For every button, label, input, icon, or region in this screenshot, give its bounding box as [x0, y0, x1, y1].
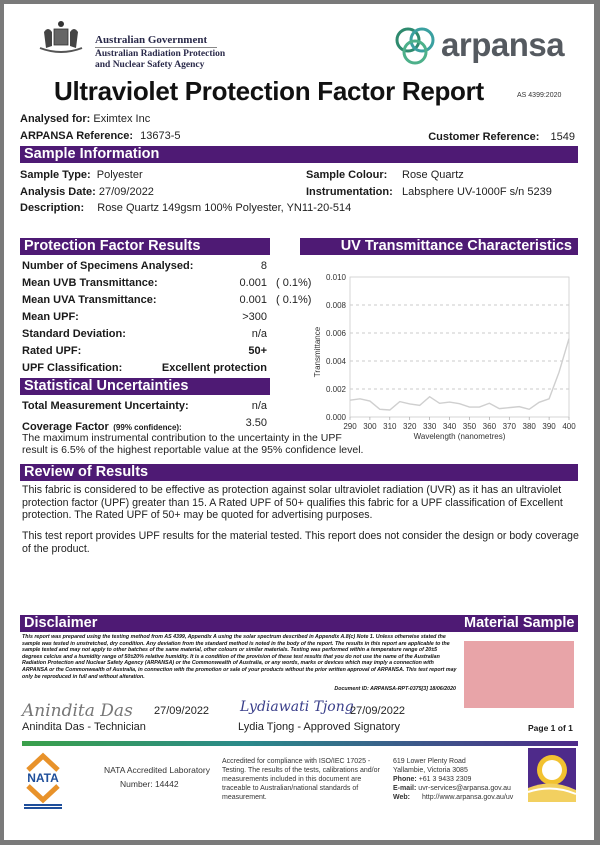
- svg-text:390: 390: [542, 422, 556, 431]
- description-row: [20, 202, 351, 214]
- nata-lab: NATA Accredited Laboratory: [104, 765, 210, 775]
- review-header: Review of Results: [20, 464, 578, 481]
- technician-date: 27/09/2022: [154, 705, 210, 717]
- sample-colour-row: [306, 169, 387, 181]
- instrumentation-value: Labsphere UV-1000F s/n 5239: [402, 186, 552, 198]
- approver-date: 27/09/2022: [350, 705, 406, 717]
- result-value: 8: [260, 260, 267, 272]
- gov-line1: Australian Government: [95, 34, 208, 46]
- approver-name: Lydia Tjong - Approved Signatory: [238, 721, 401, 733]
- svg-text:0.010: 0.010: [325, 273, 346, 282]
- analysis-date-row: [20, 186, 154, 198]
- sample-colour-value: Rose Quartz: [402, 169, 464, 181]
- analysed-for-row: [20, 113, 150, 125]
- arpansa-ref-label: ARPANSA Reference:: [20, 130, 134, 142]
- page-number: Page 1 of 1: [528, 723, 573, 733]
- uncertainty-note-1: The maximum instrumental contribution to the uncertainty in the UPF: [22, 432, 342, 444]
- government-crest-icon: [38, 18, 84, 56]
- material-sample-header: Material Sample: [460, 615, 578, 632]
- protection-results-header: Protection Factor Results: [20, 238, 270, 255]
- svg-text:360: 360: [482, 422, 497, 431]
- result-value: 0.001: [239, 277, 267, 289]
- instrumentation-row: [306, 186, 393, 198]
- result-label: UPF Classification:: [22, 362, 123, 374]
- result-label: Mean UPF:: [22, 311, 79, 323]
- svg-text:380: 380: [522, 422, 536, 431]
- customer-ref-value: 1549: [550, 131, 575, 143]
- email-link[interactable]: uvr-services@arpansa.gov.au: [418, 785, 511, 792]
- contact-block: [393, 757, 513, 802]
- address-line2: Yallambie, Victoria 3085: [393, 767, 468, 774]
- description-label: Description:: [20, 202, 85, 214]
- result-label: Mean UVA Transmittance:: [22, 294, 157, 306]
- uncertainty-note-2: result is 6.5% of the highest reportable value at the 95% confidence level.: [22, 444, 364, 456]
- result-value: Excellent protection: [161, 362, 267, 374]
- result-label: Rated UPF:: [22, 345, 82, 357]
- coverage-label: Coverage Factor: [22, 421, 109, 433]
- result-extra: ( 0.1%): [276, 277, 312, 289]
- gov-line3: and Nuclear Safety Agency: [95, 60, 205, 70]
- customer-ref-label: Customer Reference:: [428, 131, 540, 143]
- page-title: Ultraviolet Protection Factor Report: [54, 76, 484, 106]
- disclaimer-header: Disclaimer: [20, 615, 460, 632]
- svg-text:0.000: 0.000: [325, 413, 346, 422]
- arpansa-logo-icon: [392, 24, 438, 68]
- sample-type-value: Polyester: [96, 169, 143, 181]
- result-extra: ( 0.1%): [276, 294, 312, 306]
- svg-text:290: 290: [343, 422, 357, 431]
- material-swatch: [464, 641, 574, 708]
- phone-label: Phone:: [393, 776, 417, 783]
- result-value: >300: [242, 311, 267, 323]
- svg-text:350: 350: [462, 422, 477, 431]
- web-link[interactable]: http://www.arpansa.gov.au/uv: [421, 794, 514, 801]
- analysis-date-label: Analysis Date:: [20, 186, 96, 198]
- svg-text:340: 340: [442, 422, 457, 431]
- sun-logo-icon: [528, 748, 576, 802]
- svg-text:0.004: 0.004: [325, 357, 346, 366]
- result-label: Standard Deviation:: [22, 328, 126, 340]
- nata-logo-icon: [20, 752, 66, 810]
- svg-text:300: 300: [363, 422, 377, 431]
- report-page: [4, 4, 594, 840]
- result-value: 50+: [248, 345, 267, 357]
- result-value: n/a: [251, 328, 267, 340]
- coverage-value: 3.50: [245, 417, 267, 429]
- analysed-for-value: Eximtex Inc: [93, 113, 151, 125]
- address-line1: 619 Lower Plenty Road: [393, 758, 466, 765]
- coverage-note: (99% confidence):: [113, 423, 182, 432]
- svg-text:330: 330: [422, 422, 437, 431]
- result-label: Number of Specimens Analysed:: [22, 260, 194, 272]
- total-uncertainty-label: Total Measurement Uncertainty:: [22, 400, 189, 412]
- web-label: Web:: [393, 794, 410, 801]
- svg-text:0.006: 0.006: [325, 329, 346, 338]
- arpansa-brand: arpansa: [441, 26, 565, 63]
- svg-text:0.008: 0.008: [325, 301, 346, 310]
- arpansa-ref-row: [20, 130, 181, 142]
- review-paragraph-1: This fabric is considered to be effective as protection against solar ultraviolet radiation (UVR) as it has an ultraviolet protection factor (UPF) greater than 15. A Rated UPF of 50+ qualifies this fabric for a UPF classification of Excellent protection. The Rated UPF of 50+ may be quoted for advertising purposes.: [22, 484, 563, 521]
- uv-chart-header: UV Transmittance Characteristics: [300, 238, 578, 255]
- svg-text:NATA: NATA: [27, 771, 59, 785]
- analysed-for-label: Analysed for:: [20, 113, 91, 125]
- nata-number: Number: 14442: [120, 779, 179, 789]
- standard-label: AS 4399:2020: [517, 92, 562, 99]
- result-value: 0.001: [239, 294, 267, 306]
- sample-colour-label: Sample Colour:: [306, 169, 388, 181]
- analysis-date-value: 27/09/2022: [98, 186, 154, 198]
- review-paragraph-2: This test report provides UPF results for the material tested. This report does not consider the design or body coverage of the product.: [22, 530, 579, 555]
- svg-text:320: 320: [403, 422, 417, 431]
- gov-divider: [95, 47, 217, 48]
- document-id: Document ID: ARPANSA-RPT-0375[3] 18/06/2020: [334, 686, 456, 692]
- approver-signature: Lydiawati Tjong: [240, 699, 354, 715]
- svg-text:0.002: 0.002: [325, 385, 346, 394]
- svg-text:Transmittance: Transmittance: [313, 326, 322, 378]
- uncertainty-header: Statistical Uncertainties: [20, 378, 270, 395]
- email-label: E-mail:: [393, 785, 417, 792]
- result-label: Mean UVB Transmittance:: [22, 277, 158, 289]
- customer-ref-row: [428, 131, 575, 143]
- sample-type-label: Sample Type:: [20, 169, 91, 181]
- arpansa-ref-value: 13673-5: [140, 130, 181, 142]
- technician-name: Anindita Das - Technician: [22, 721, 146, 733]
- disclaimer-text: This report was prepared using the testing method from AS 4399, Appendix A using the solar spectrum described in Appendix A.8(c) Note 1. Unless otherwise stated the sample was tested in unstretched, dry condition. Any deviation from the standard method is noted in the body of the report. The results in this report are applicable to the sample tested and may not apply to other batches of the same material, other colours or similar materials. Testing was performed within a temperature range of 20±5 degrees celcius and a humidity range of 50±20% relative humidity. It is a condition of the provision of these test results that you do not use the name of the Australian Radiation Protection and Nuclear Safety Agency (ARPANSA) or the Commonwealth of Australia, or any words, marks or devices which may imply a connection with ARPANSA or the Commonwealth of Australia, in connection with the promotion or sale of your products without the prior written approval of ARPANSA. This test report may only be reproduced in full and without alteration.: [22, 634, 457, 680]
- accreditation-text: Accredited for compliance with ISO/IEC 17025 - Testing. The results of the tests, calibrations and/or measurements included in this document are traceable to Australian/national standards of measurement.: [222, 758, 380, 801]
- svg-text:Wavelength (nanometres): Wavelength (nanometres): [413, 432, 506, 441]
- sample-type-row: [20, 169, 143, 181]
- svg-text:370: 370: [502, 422, 516, 431]
- phone-value: +61 3 9433 2309: [418, 776, 472, 783]
- uv-transmittance-chart: [300, 262, 582, 441]
- footer-divider: [22, 741, 578, 746]
- instrumentation-label: Instrumentation:: [306, 186, 393, 198]
- total-uncertainty-value: n/a: [251, 400, 267, 412]
- description-value: Rose Quartz 149gsm 100% Polyester, YN11-20-514: [97, 202, 352, 214]
- gov-line2: Australian Radiation Protection: [95, 49, 226, 59]
- technician-signature: Anindita Das: [22, 701, 133, 721]
- sample-info-header: Sample Information: [20, 146, 578, 163]
- svg-text:310: 310: [383, 422, 397, 431]
- svg-text:400: 400: [562, 422, 576, 431]
